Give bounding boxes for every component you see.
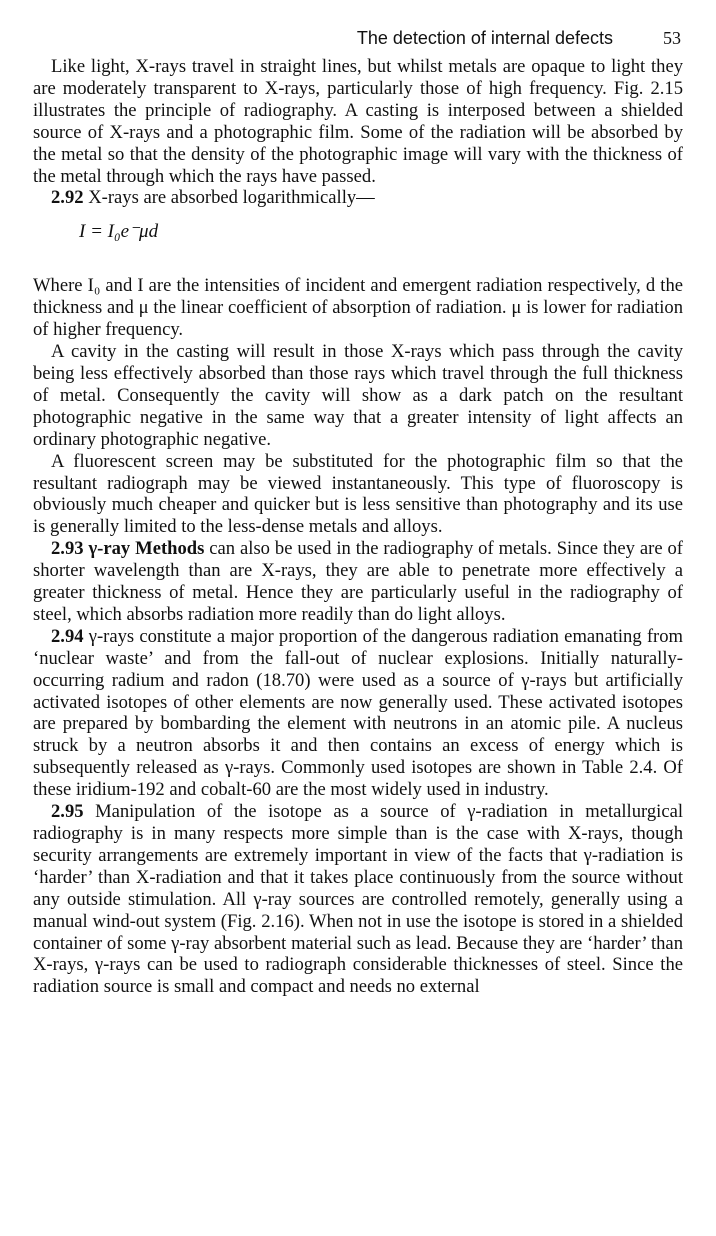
section-number: 2.95 <box>51 801 84 823</box>
absorption-equation <box>33 209 683 275</box>
paragraph-text: Manipulation of the isotope as a source of γ-radiation in metallurgical radiography is in many respects more simple than is the case with X-rays, though security arrangements are extremely important in view of the facts that γ-radiation is ‘harder’ than X-radiation and that it takes place continuously from the source without any outside stimulation. All γ-ray sources are controlled remotely, generally using a manual wind-out system (Fig. 2.16). When not in use the isotope is stored in a shielded container of some γ-ray absorbent material such as lead. Because they are ‘harder’ than X-rays, γ-rays can be used to radiograph considerable thicknesses of steel. Since the radiation source is small and compact and needs no external <box>33 801 683 998</box>
paragraph <box>33 187 683 209</box>
paragraph-text: X-rays are absorbed logarithmically— <box>88 187 375 209</box>
section-number: 2.93 <box>51 538 84 560</box>
paragraph <box>33 538 683 626</box>
equation-text: I = I₀e⁻μd <box>79 221 159 243</box>
paragraph-text: γ-rays constitute a major proportion of the dangerous radiation emanating from ‘nuclear waste’ and from the fall-out of nuclear explosions. Initially naturally-occurring radium and radon (18.70) were used as a source of γ-rays but artificially activated isotopes of other elements are now generally used. These activated isotopes are prepared by bombarding the element with neutrons in an atomic pile. A nucleus struck by a neutron absorbs it and then contains an excess of energy which is subsequently released as γ-rays. Commonly used isotopes are shown in Table 2.4. Of these iridium-192 and cobalt-60 are the most widely used in industry. <box>33 625 683 801</box>
running-header <box>33 22 683 56</box>
paragraph <box>33 626 683 801</box>
paragraph <box>33 341 683 451</box>
paragraph-text: A cavity in the casting will result in those X-rays which pass through the cavity being less effectively absorbed than those rays which travel through the full thickness of metal. Consequently the cavity will show as a dark patch on the resultant photographic negative in the same way that a greater intensity of light affects an ordinary photographic negative. <box>33 341 683 450</box>
book-page <box>33 22 683 998</box>
paragraph-text: Where I₀ and I are the intensities of incident and emergent radiation respectively, d the thickness and μ the linear coefficient of absorption of radiation. μ is lower for radiation of higher frequency. <box>33 275 683 341</box>
paragraph <box>33 801 683 998</box>
paragraph <box>33 56 683 187</box>
paragraph <box>33 451 683 539</box>
chapter-title: The detection of internal defects <box>356 28 613 48</box>
section-heading: γ-ray Methods <box>88 538 205 560</box>
page-number: 53 <box>663 28 681 48</box>
body-text <box>33 56 683 998</box>
section-number: 2.94 <box>51 625 84 647</box>
section-number: 2.92 <box>51 187 84 209</box>
paragraph <box>33 275 683 341</box>
paragraph-text: Like light, X-rays travel in straight lines, but whilst metals are opaque to light they are moderately transparent to X-rays, particularly those of high frequency. Fig. 2.15 illustrates the principle of radiography. A casting is interposed between a shielded source of X-rays and a photographic film. Some of the radiation will be absorbed by the metal so that the density of the photographic image will vary with the thickness of the metal through which the rays have passed. <box>33 56 683 187</box>
paragraph-text: A fluorescent screen may be substituted for the photographic film so that the resultant radiograph may be viewed instantaneously. This type of fluoroscopy is obviously much cheaper and quicker but is less sensitive than photography and its use is generally limited to the less-dense metals and alloys. <box>33 450 683 538</box>
paragraph-text: can also be used in the radiography of metals. Since they are of shorter wavelength than are X-rays, they are able to penetrate more effectively a greater thickness of metal. Hence they are particularly useful in the radiography of steel, which absorbs radiation more readily than do light alloys. <box>33 538 683 625</box>
